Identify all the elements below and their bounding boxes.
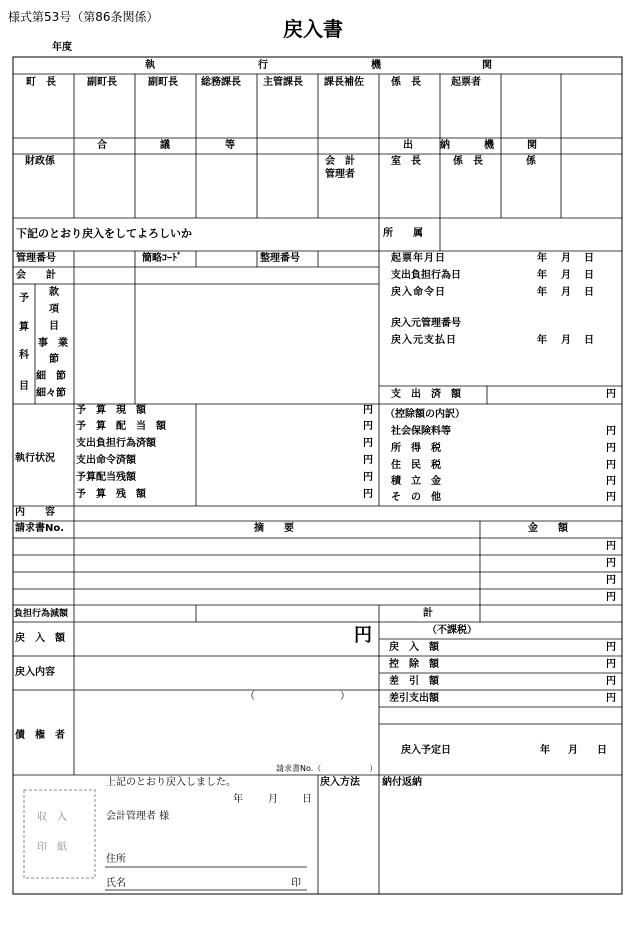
shikko-yen-2: 円 bbox=[363, 421, 373, 432]
nofu-henno-label: 納付返納 bbox=[382, 777, 422, 788]
paren-close: ） bbox=[340, 691, 350, 702]
tekiyo-yen-4: 円 bbox=[606, 592, 616, 603]
kaikei-kanrisha-line1: 会 計 bbox=[325, 156, 355, 167]
kamoku-saisetsu: 細 節 bbox=[36, 371, 66, 382]
sum-yen-1: 円 bbox=[606, 642, 616, 653]
modoshi-shiharai-label: 戻入元支払日 bbox=[391, 335, 457, 346]
request-text: 下記のとおり戻入をしてよろしいか bbox=[16, 227, 192, 240]
date-kihyo-m: 月 bbox=[561, 253, 571, 264]
shikko-yen-5: 円 bbox=[363, 472, 373, 483]
seikyusho-no-label: 請求書No. bbox=[15, 523, 65, 534]
seiri-bango-label: 整理番号 bbox=[260, 253, 300, 264]
approver-7: 係 長 bbox=[391, 77, 421, 88]
kamoku-ko: 項 bbox=[49, 304, 59, 315]
kamoku-setsu: 節 bbox=[49, 354, 59, 365]
shikko-row-5: 予算配当残額 bbox=[76, 472, 136, 483]
kakari-label: 係 bbox=[526, 156, 536, 167]
jouki-text: 上記のとおり戻入しました。 bbox=[106, 777, 236, 788]
kingaku-label: 金 額 bbox=[528, 523, 568, 534]
modoshi-shiharai-d: 日 bbox=[584, 335, 594, 346]
kanri-bango-label: 管理番号 bbox=[16, 253, 56, 264]
kojo-row-5: そ の 他 bbox=[391, 492, 441, 503]
yotei-m: 月 bbox=[568, 745, 578, 756]
sum-row-4: 差引支出額 bbox=[389, 693, 439, 704]
bottom-date-y: 年 bbox=[233, 794, 243, 805]
shikko-row-3: 支出負担行為済額 bbox=[76, 438, 156, 449]
bottom-date-m: 月 bbox=[268, 794, 278, 805]
modoshi-hoho-label: 戻入方法 bbox=[320, 777, 360, 788]
date-futan-d: 日 bbox=[584, 270, 594, 281]
kaikei-kanrisha-line2: 管理者 bbox=[325, 169, 355, 180]
shikko-yen-1: 円 bbox=[363, 405, 373, 416]
kojo-title: （控除額の内訳） bbox=[385, 409, 465, 420]
paren-open: （ bbox=[245, 691, 255, 702]
shikko-char-4: 関 bbox=[482, 60, 492, 71]
yosan-char-1: 予 bbox=[19, 293, 29, 304]
gogi-char-1: 合 bbox=[97, 140, 107, 151]
kojo-row-1: 社会保険料等 bbox=[391, 426, 451, 437]
sum-row-2: 控 除 額 bbox=[389, 659, 439, 670]
kakaricho-label: 係 長 bbox=[453, 156, 483, 167]
date-kihyo-y: 年 bbox=[537, 253, 547, 264]
nendo-label: 年度 bbox=[52, 42, 72, 53]
yosan-char-4: 目 bbox=[19, 381, 29, 392]
form-number: 様式第53号（第86条関係） bbox=[8, 10, 159, 24]
suito-char-1: 出 bbox=[403, 140, 413, 151]
shikko-row-6: 予 算 残 額 bbox=[76, 489, 146, 500]
zaiseigakari-label: 財政係 bbox=[25, 156, 55, 167]
yotei-d: 日 bbox=[597, 745, 607, 756]
tekiyo-yen-2: 円 bbox=[606, 558, 616, 569]
modoshi-gaku-label: 戻 入 額 bbox=[15, 633, 65, 644]
kojo-yen-3: 円 bbox=[606, 460, 616, 471]
shikko-yen-3: 円 bbox=[363, 438, 373, 449]
approver-4: 総務課長 bbox=[201, 77, 241, 88]
kei-label: 計 bbox=[423, 608, 433, 619]
shimei-label: 氏名 bbox=[106, 878, 126, 889]
kojo-yen-4: 円 bbox=[606, 476, 616, 487]
tekiyo-yen-3: 円 bbox=[606, 575, 616, 586]
tekiyo-yen-1: 円 bbox=[606, 541, 616, 552]
kojo-yen-1: 円 bbox=[606, 426, 616, 437]
date-futan-y: 年 bbox=[537, 270, 547, 281]
date-label-kihyo: 起票年月日 bbox=[391, 253, 446, 264]
ryaku-code-label: 簡略ｺｰﾄﾞ bbox=[142, 253, 182, 264]
date-label-meirei: 戻入命令日 bbox=[391, 287, 446, 298]
shozoku-label: 所 属 bbox=[383, 228, 423, 239]
date-label-futan: 支出負担行為日 bbox=[391, 270, 461, 281]
tekiyo-label: 摘 要 bbox=[254, 523, 294, 534]
date-meirei-d: 日 bbox=[584, 287, 594, 298]
sum-yen-2: 円 bbox=[606, 659, 616, 670]
approver-8: 起票者 bbox=[451, 77, 481, 88]
shikko-row-1: 予 算 現 額 bbox=[76, 405, 146, 416]
inshi-label: 印 紙 bbox=[37, 842, 67, 853]
shishutsu-zumi-yen: 円 bbox=[606, 389, 616, 400]
yotei-y: 年 bbox=[540, 745, 550, 756]
sum-row-1: 戻 入 額 bbox=[389, 642, 439, 653]
in-seal-label: 印 bbox=[291, 878, 301, 889]
modoshi-gaku-big-yen: 円 bbox=[354, 625, 372, 646]
gogi-char-2: 議 bbox=[160, 140, 170, 151]
modoshi-kanri-label: 戻入元管理番号 bbox=[391, 318, 461, 329]
shikko-char-2: 行 bbox=[258, 60, 268, 71]
shitsucho-label: 室 長 bbox=[391, 156, 421, 167]
shikko-yen-6: 円 bbox=[363, 489, 373, 500]
shikko-char-1: 執 bbox=[145, 60, 155, 71]
shikko-row-2: 予 算 配 当 額 bbox=[76, 421, 166, 432]
shikko-jokyo-label: 執行状況 bbox=[15, 453, 55, 464]
modoshi-shiharai-y: 年 bbox=[537, 335, 547, 346]
kamoku-jigyo: 事 業 bbox=[38, 338, 68, 349]
kojo-row-4: 積 立 金 bbox=[391, 476, 441, 487]
kojo-row-2: 所 得 税 bbox=[391, 443, 441, 454]
futan-gengaku-label: 負担行為減額 bbox=[14, 609, 69, 619]
date-kihyo-d: 日 bbox=[584, 253, 594, 264]
shikko-row-4: 支出命令済額 bbox=[76, 455, 136, 466]
gogi-char-3: 等 bbox=[225, 140, 235, 151]
date-meirei-y: 年 bbox=[537, 287, 547, 298]
kaikei-label: 会 計 bbox=[16, 270, 56, 281]
kojo-yen-2: 円 bbox=[606, 443, 616, 454]
date-futan-m: 月 bbox=[561, 270, 571, 281]
kamoku-moku: 目 bbox=[49, 321, 59, 332]
sum-yen-4: 円 bbox=[606, 693, 616, 704]
suito-char-4: 関 bbox=[527, 140, 537, 151]
sum-yen-3: 円 bbox=[606, 676, 616, 687]
suito-char-2: 納 bbox=[440, 140, 450, 151]
bottom-date-d: 日 bbox=[302, 794, 312, 805]
jusho-label: 住所 bbox=[106, 854, 126, 865]
approver-3: 副町長 bbox=[148, 77, 178, 88]
kaikei-sama-label: 会計管理者 様 bbox=[106, 811, 170, 822]
yosan-char-3: 科 bbox=[19, 350, 29, 361]
approver-2: 副町長 bbox=[87, 77, 117, 88]
suito-char-3: 機 bbox=[484, 140, 494, 151]
page-title: 戻入書 bbox=[283, 17, 343, 41]
modoshi-yotei-label: 戻入予定日 bbox=[401, 745, 451, 756]
shikko-char-3: 機 bbox=[371, 60, 381, 71]
kojo-row-3: 住 民 税 bbox=[391, 460, 441, 471]
modoshi-naiyo-label: 戻入内容 bbox=[15, 667, 55, 678]
modoshi-shiharai-m: 月 bbox=[561, 335, 571, 346]
naiyo-label: 内 容 bbox=[15, 507, 55, 518]
yosan-char-2: 算 bbox=[19, 322, 29, 333]
date-meirei-m: 月 bbox=[561, 287, 571, 298]
approver-5: 主管課長 bbox=[263, 77, 303, 88]
seikyusho-no-small: 請求書No.（ ） bbox=[276, 764, 378, 773]
saikensha-label: 債 権 者 bbox=[15, 730, 65, 741]
kojo-yen-5: 円 bbox=[606, 492, 616, 503]
approver-1: 町 長 bbox=[26, 77, 56, 88]
kamoku-kan: 款 bbox=[49, 287, 59, 298]
approver-6: 課長補佐 bbox=[324, 77, 364, 88]
shishutsu-zumi-label: 支 出 済 額 bbox=[391, 389, 461, 400]
kamoku-saisaisetsu: 細々節 bbox=[36, 388, 66, 399]
fukazei-label: （不課税） bbox=[427, 625, 477, 636]
shikko-yen-4: 円 bbox=[363, 455, 373, 466]
sum-row-3: 差 引 額 bbox=[389, 676, 439, 687]
shunyu-label: 収 入 bbox=[37, 812, 67, 823]
